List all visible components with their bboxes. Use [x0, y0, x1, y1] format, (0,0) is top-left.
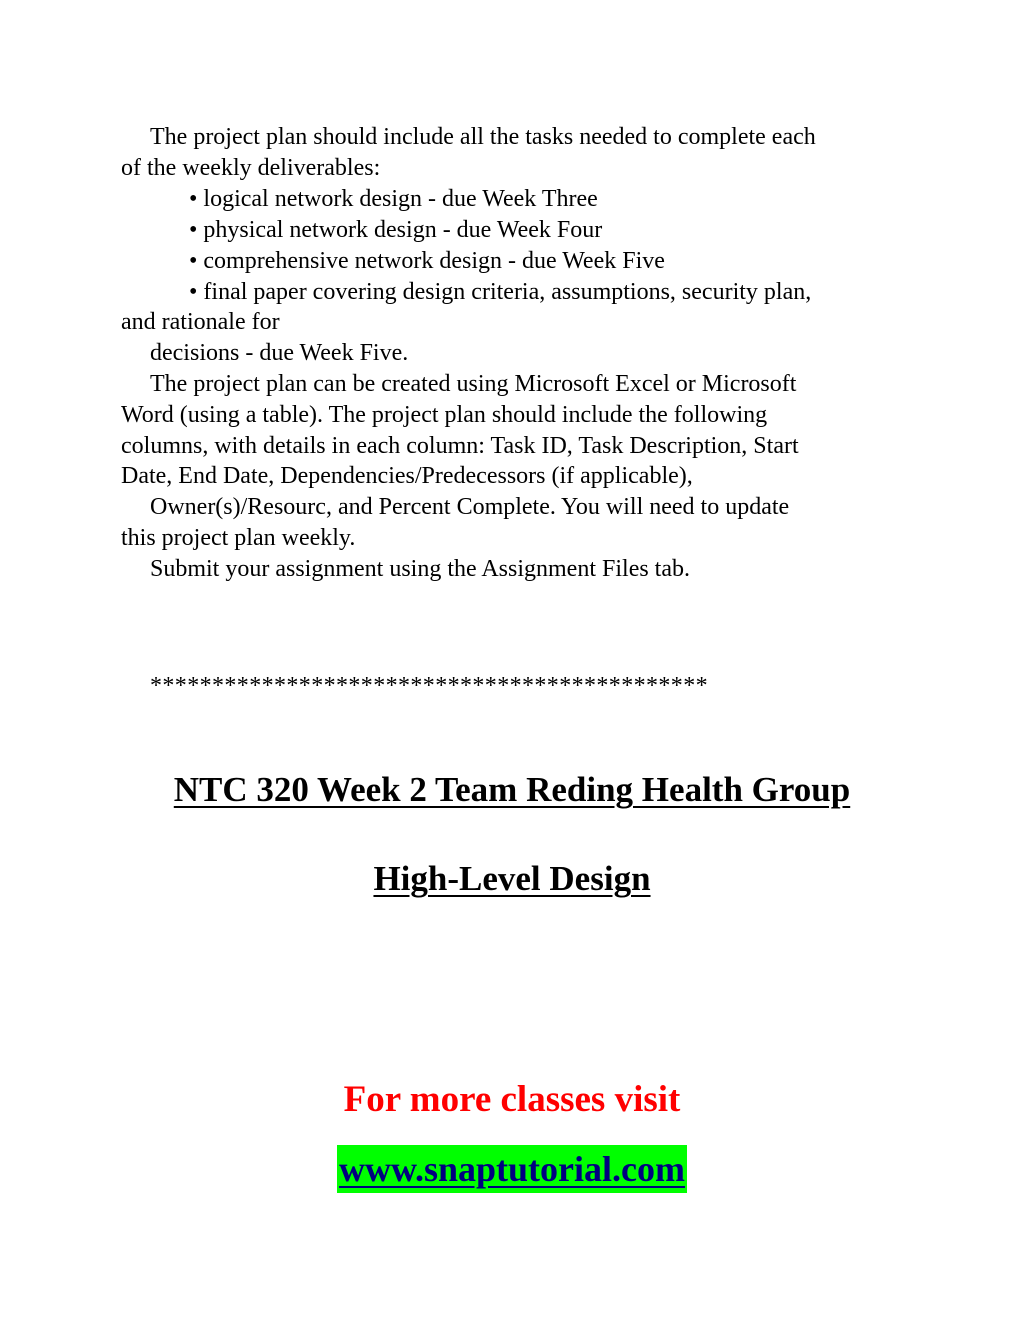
paragraph-line: The project plan can be created using Microsoft Excel or Microsoft — [150, 371, 797, 397]
paragraph-line: Date, End Date, Dependencies/Predecessors (if applicable), — [121, 463, 693, 489]
separator: ********************************************* — [150, 673, 708, 699]
bullet-item: • final paper covering design criteria, assumptions, security plan, — [189, 279, 812, 305]
bullet-item: • comprehensive network design - due Week Five — [189, 248, 665, 274]
document-subtitle-text: High-Level Design — [373, 859, 651, 898]
document-title — [0, 768, 1024, 812]
paragraph-line: Owner(s)/Resourc, and Percent Complete. You will need to update — [150, 494, 790, 520]
paragraph-line: this project plan weekly. — [121, 525, 356, 551]
paragraph-line: Submit your assignment using the Assignment Files tab. — [150, 556, 690, 582]
document-subtitle — [0, 857, 1024, 901]
document-title-text: NTC 320 Week 2 Team Reding Health Group — [173, 770, 851, 809]
paragraph-line: decisions - due Week Five. — [150, 340, 409, 366]
website-link-container — [0, 1145, 1024, 1193]
promo-text: For more classes visit — [343, 1079, 681, 1120]
website-link[interactable]: www.snaptutorial.com — [337, 1145, 687, 1193]
paragraph-line: columns, with details in each column: Task ID, Task Description, Start — [121, 433, 799, 459]
paragraph-line: The project plan should include all the tasks needed to complete each — [150, 124, 816, 150]
paragraph-line: of the weekly deliverables: — [121, 155, 381, 181]
bullet-item: • logical network design - due Week Three — [189, 186, 598, 212]
bullet-item: • physical network design - due Week Four — [189, 217, 603, 243]
paragraph-line: and rationale for — [121, 309, 280, 335]
paragraph-line: Word (using a table). The project plan should include the following — [121, 402, 768, 428]
